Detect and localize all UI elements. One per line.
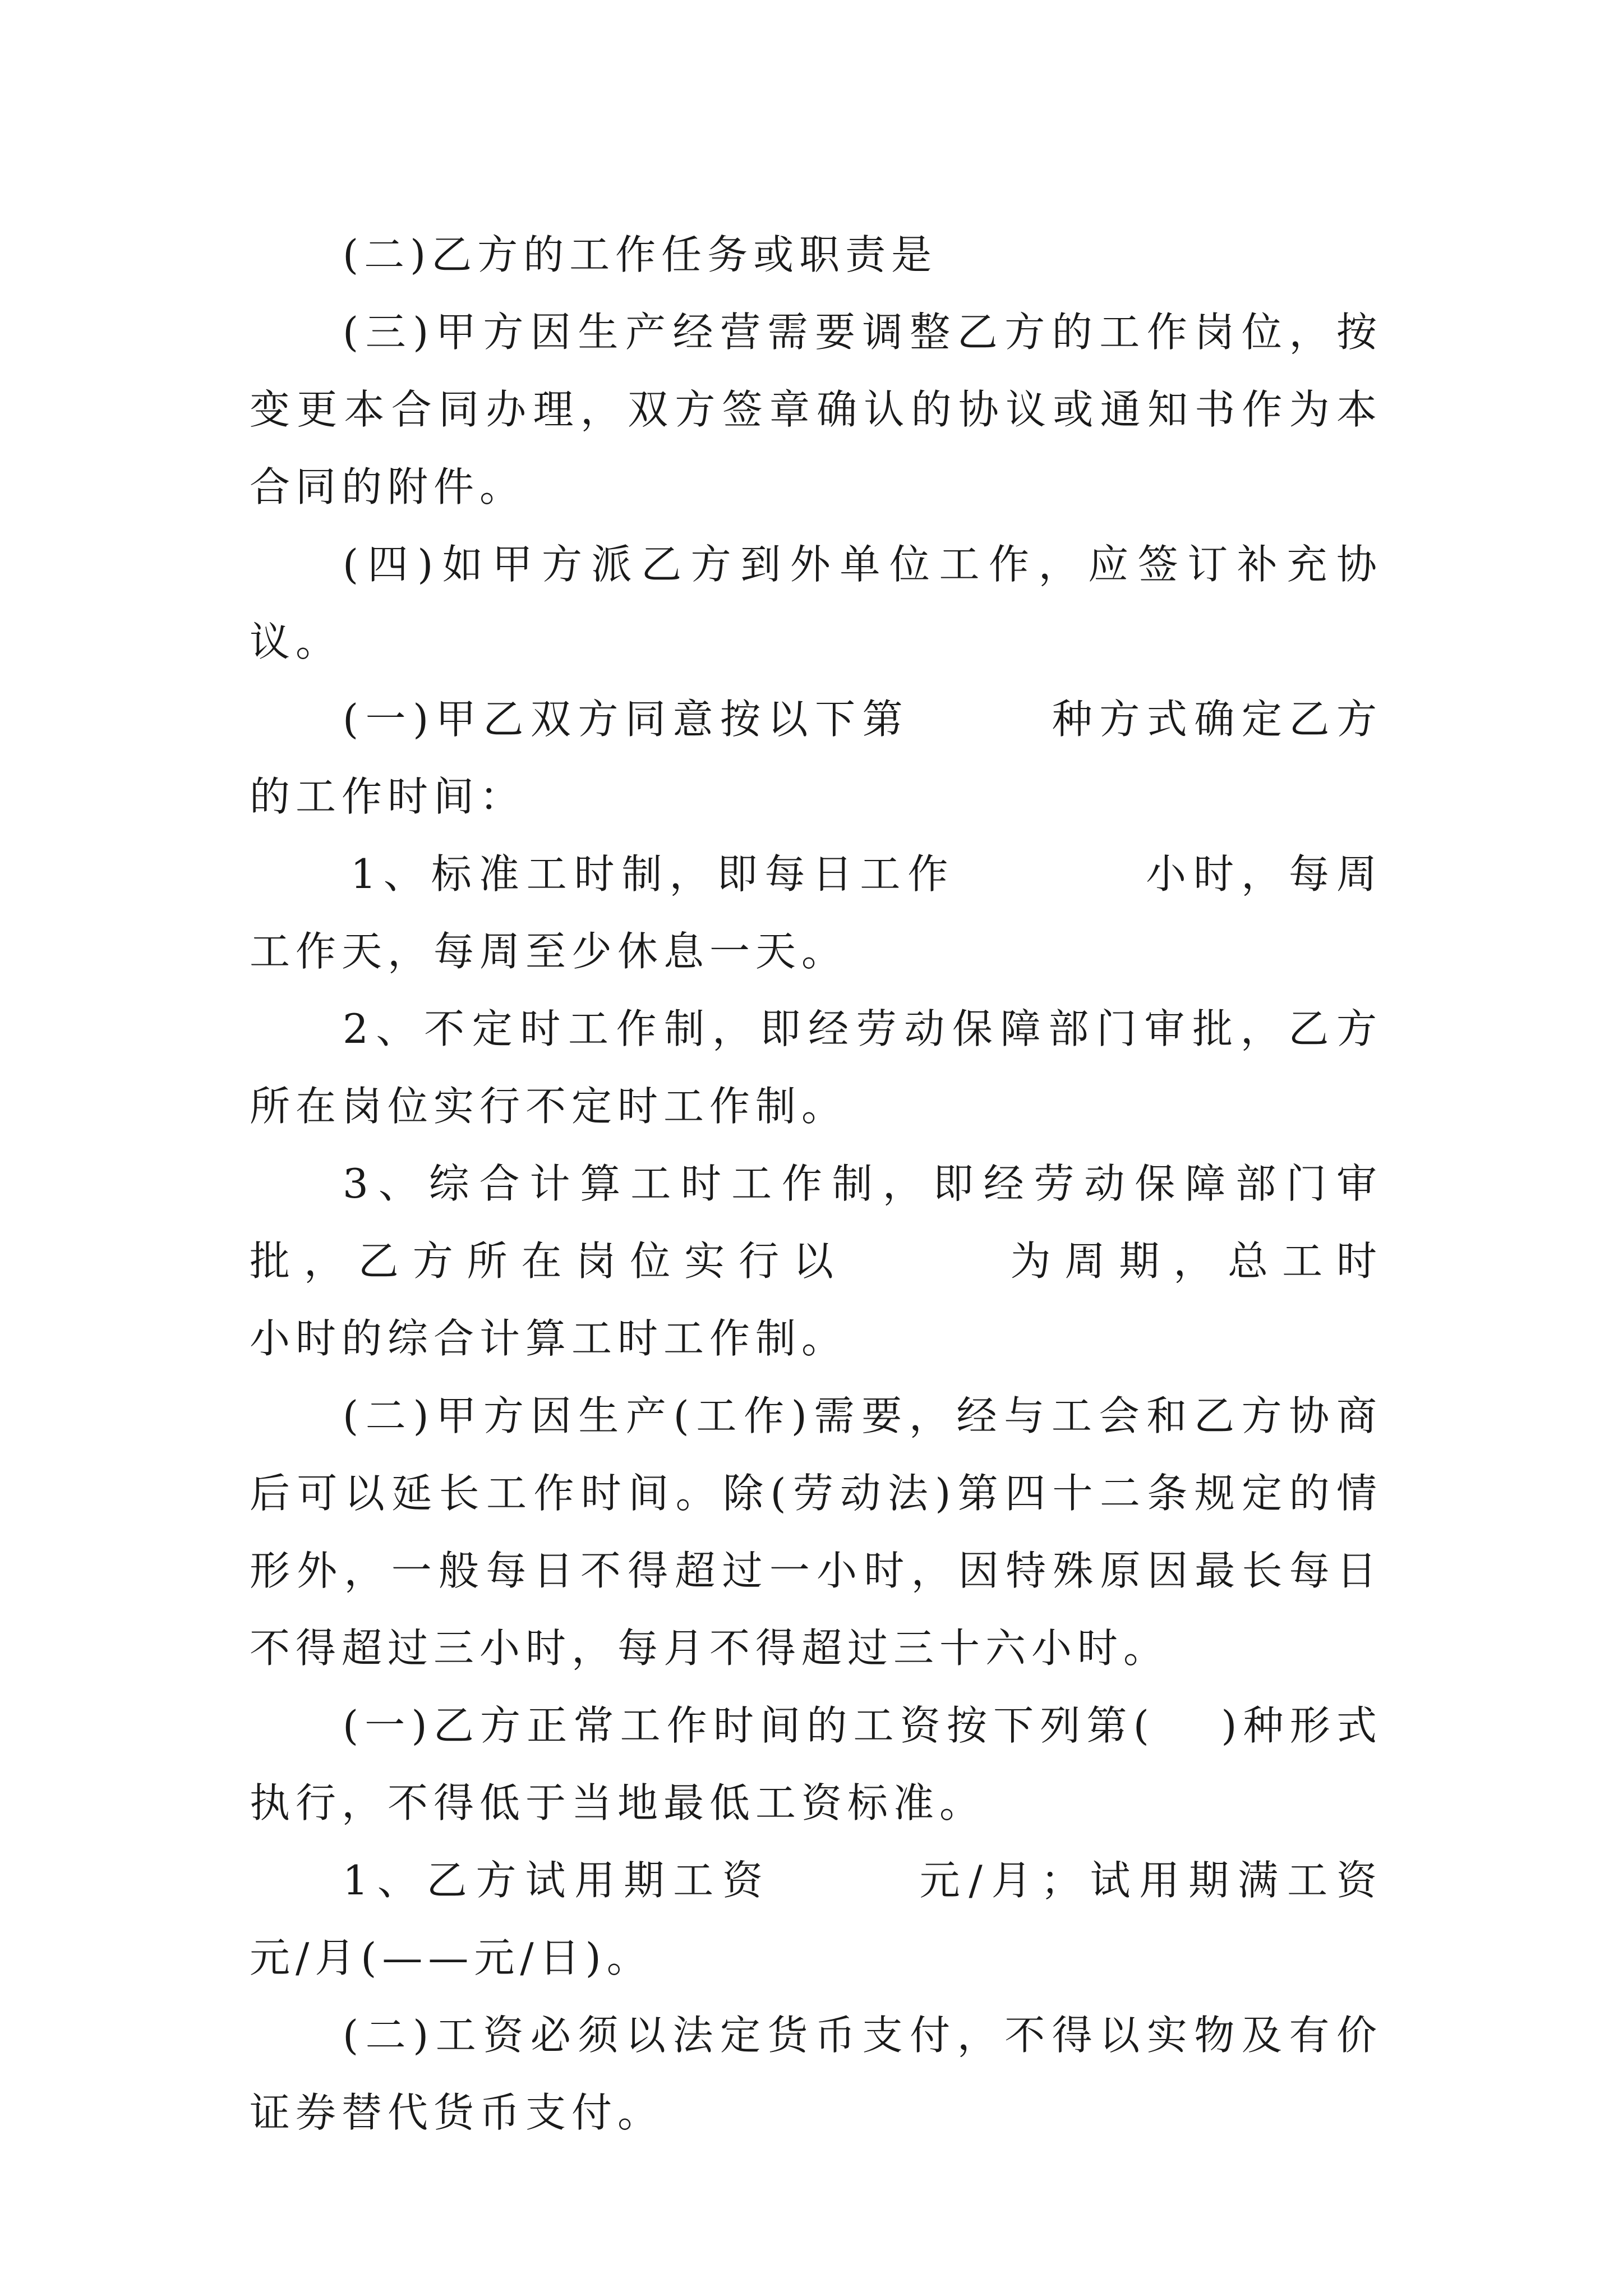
paragraph-standard-hours: 1、标准工时制，即每日工作 小时，每周工作天，每周至少休息一天。 [250,850,1382,975]
paragraph-flexible-hours: 2、不定时工作制，即经劳动保障部门审批，乙方所在岗位实行不定时工作制。 [250,1005,1382,1130]
paragraph-position-change: (三)甲方因生产经营需要调整乙方的工作岗位，按变更本合同办理，双方签章确认的协议或通知书作为本合同的附件。 [250,309,1382,510]
paragraph-probation-wage: 1、乙方试用期工资 元/月；试用期满工资 元/月(——元/日)。 [250,1857,1521,1981]
paragraph-overtime: (二)甲方因生产(工作)需要，经与工会和乙方协商后可以延长工作时间。除(劳动法)第四十二条规定的情形外，一般每日不得超过一小时，因特殊原因最长每日不得超过三小时，每月不得超过三十六小时。 [250,1392,1382,1672]
paragraph-currency-payment: (二)工资必须以法定货币支付，不得以实物及有价证券替代货币支付。 [250,2012,1382,2136]
paragraph-wage-form: (一)乙方正常工作时间的工资按下列第( )种形式执行，不得低于当地最低工资标准。 [250,1702,1382,1826]
paragraph-working-hours-method: (一)甲乙双方同意按以下第 种方式确定乙方的工作时间： [250,696,1382,820]
paragraph-job-duties: (二)乙方的工作任务或职责是 [343,231,938,278]
document-body [250,216,1521,2151]
paragraph-comprehensive-hours: 3、综合计算工时工作制，即经劳动保障部门审批，乙方所在岗位实行以 为周期，总工时 小时的综合计算工时工作制。 [250,1160,1521,1362]
paragraph-external-assignment: (四)如甲方派乙方到外单位工作，应签订补充协议。 [250,541,1382,665]
